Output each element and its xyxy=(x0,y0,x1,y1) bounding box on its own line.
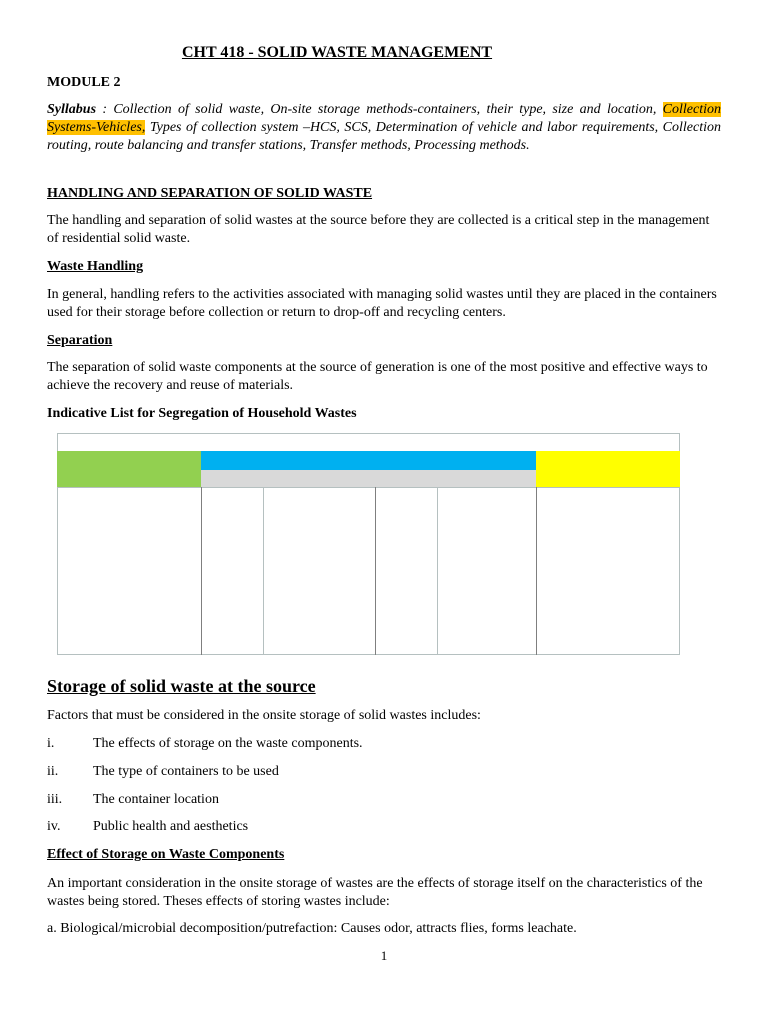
list-number: ii. xyxy=(47,764,59,779)
table-column-divider xyxy=(375,487,376,655)
para-separation: The separation of solid waste components at the source of generation is one of the most positive and effective ways to achieve the recovery and reuse of materials. xyxy=(47,360,708,393)
document-title: CHT 418 - SOLID WASTE MANAGEMENT xyxy=(181,44,493,61)
para-effect: An important consideration in the onsite storage of wastes are the effects of storage itself on the characteristics of the wastes being stored. Theses effects of storing wastes include: xyxy=(47,876,703,909)
list-number: iii. xyxy=(47,792,63,807)
list-text: The type of containers to be used xyxy=(93,764,279,779)
module-heading: MODULE 2 xyxy=(47,75,121,90)
table-column-divider xyxy=(437,487,438,655)
page-number: 1 xyxy=(380,948,388,963)
table-column-divider xyxy=(201,487,202,655)
list-text: The effects of storage on the waste components. xyxy=(93,736,363,751)
syllabus-text-1: Collection of solid waste, On-site storage methods-containers, their type, size and location, xyxy=(113,102,663,117)
heading-separation: Separation xyxy=(47,333,113,348)
para-handling: The handling and separation of solid wastes at the source before they are collected is a critical step in the management of residential solid waste. xyxy=(47,213,710,246)
table-body xyxy=(57,487,680,655)
para-storage: Factors that must be considered in the onsite storage of solid wastes includes: xyxy=(47,708,481,723)
heading-waste-handling: Waste Handling xyxy=(47,259,144,274)
syllabus-label: Syllabus xyxy=(47,102,97,117)
list-text: The container location xyxy=(93,792,219,807)
syllabus-paragraph xyxy=(47,101,721,155)
table-top-row xyxy=(57,433,680,452)
heading-effect-storage: Effect of Storage on Waste Components xyxy=(47,847,285,862)
list-number: iv. xyxy=(47,819,61,834)
heading-storage: Storage of solid waste at the source xyxy=(47,676,316,696)
heading-handling-separation: HANDLING AND SEPARATION OF SOLID WASTE xyxy=(47,186,373,201)
table-subheader-grey xyxy=(201,470,536,487)
para-biological: a. Biological/microbial decomposition/putrefaction: Causes odor, attracts flies, forms leachate. xyxy=(47,921,577,936)
table-header-blue xyxy=(201,451,536,470)
syllabus-text-2: Types of collection system –HCS, SCS, Determination of vehicle and labor requirements, Collection routing, route balancing and transfer stations, Transfer methods, Processing methods. xyxy=(47,120,721,153)
segregation-table xyxy=(57,433,680,655)
table-header-yellow xyxy=(536,451,680,487)
para-waste-handling: In general, handling refers to the activities associated with managing solid wastes until they are placed in the containers used for their storage before collection or return to drop-off and recycling centers. xyxy=(47,287,717,320)
table-header-green xyxy=(57,451,201,487)
table-column-divider xyxy=(263,487,264,655)
list-text: Public health and aesthetics xyxy=(93,819,249,834)
list-number: i. xyxy=(47,736,55,751)
table-column-divider xyxy=(536,487,537,655)
table-caption: Indicative List for Segregation of Household Wastes xyxy=(47,406,357,421)
syllabus-highlight: Collection Systems-Vehicles, xyxy=(47,102,721,135)
syllabus-sep: : xyxy=(96,102,114,117)
